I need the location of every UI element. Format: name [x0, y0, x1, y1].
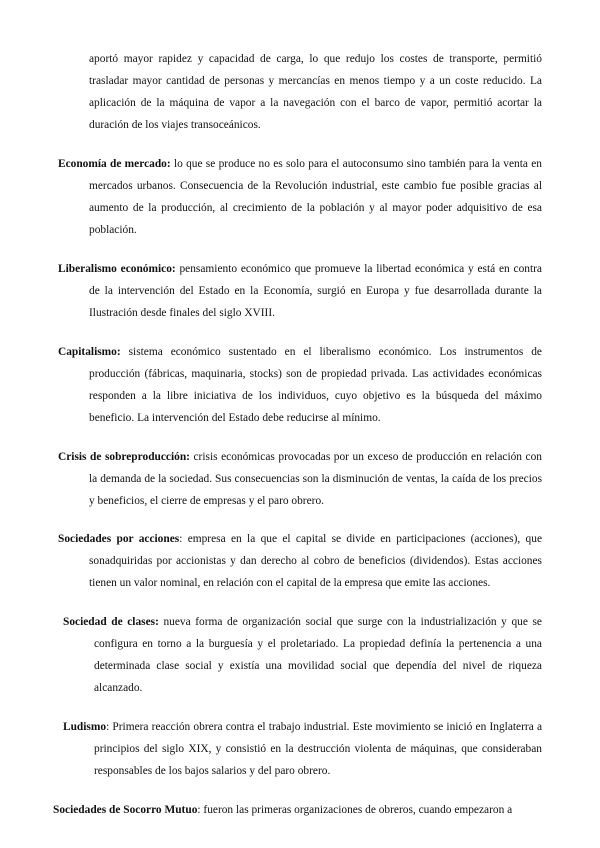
- entry-paragraph: [58, 258, 542, 324]
- entry-paragraph: [63, 611, 542, 699]
- entry-capitalismo: [58, 341, 542, 429]
- entry-continuation: [89, 48, 542, 136]
- entry-paragraph: [58, 446, 542, 512]
- entry-definition: aportó mayor rapidez y capacidad de carga, lo que redujo los costes de transporte, permitió trasladar mayor cantidad de personas y mercancías en menos tiempo y a un coste reducido. La aplicación de la máquina de vapor a la navegación con el barco de vapor, permitió acortar la duración de los viajes transoceánicos.: [89, 53, 542, 131]
- entry-paragraph: [58, 153, 542, 241]
- entry-paragraph: [58, 528, 542, 594]
- entry-term: Liberalismo económico:: [58, 263, 176, 275]
- entry-sociedades-por-acciones: [58, 528, 542, 594]
- entry-term: Sociedad de clases:: [63, 616, 159, 628]
- entry-definition: sistema económico sustentado en el liberalismo económico. Los instrumentos de producción (fábricas, maquinaria, stocks) son de propiedad privada. Las actividades económicas responden a la libre iniciativa de los individuos, cuyo objetivo es la búsqueda del máximo beneficio. La intervención del Estado debe reducirse al mínimo.: [89, 346, 542, 424]
- entry-paragraph: [63, 716, 542, 782]
- entry-term: Crisis de sobreproducción:: [58, 451, 190, 463]
- entry-economia-de-mercado: [58, 153, 542, 241]
- entry-ludismo: [63, 716, 542, 782]
- entry-definition: : empresa en la que el capital se divide en participaciones (acciones), que sonadquiridas por accionistas y dan derecho al cobro de beneficios (dividendos). Estas acciones tienen un valor nominal, en relación con el capital de la empresa que emite las acciones.: [89, 533, 543, 589]
- entry-paragraph: [58, 341, 542, 429]
- entry-term: Economía de mercado:: [58, 158, 171, 170]
- entry-definition: pensamiento económico que promueve la libertad económica y está en contra de la intervención del Estado en la Economía, surgió en Europa y fue desarrollada durante la Ilustración desde finales del siglo XVIII.: [89, 263, 542, 319]
- entry-liberalismo-economico: [58, 258, 542, 324]
- entry-paragraph: [53, 799, 550, 821]
- entry-crisis-de-sobreproduccion: [58, 446, 542, 512]
- entry-definition: crisis económicas provocadas por un exceso de producción en relación con la demanda de la sociedad. Sus consecuencias son la disminución de ventas, la caída de los precios y beneficios, el cierre de empresas y el paro obrero.: [89, 451, 542, 507]
- entry-paragraph: [89, 48, 542, 136]
- entry-sociedad-de-clases: [63, 611, 542, 699]
- entry-definition: : fueron las primeras organizaciones de obreros, cuando empezaron a: [197, 804, 513, 816]
- entry-definition: : Primera reacción obrera contra el trabajo industrial. Este movimiento se inició en Inglaterra a principios del siglo XIX, y consistió en la destrucción violenta de máquinas, que consideraban responsables de los bajos salarios y del paro obrero.: [94, 721, 542, 777]
- entry-term: Sociedades de Socorro Mutuo: [53, 804, 198, 816]
- entry-term: Sociedades por acciones: [58, 533, 180, 545]
- entry-sociedades-de-socorro-mutuo: [53, 799, 550, 821]
- entry-definition: lo que se produce no es solo para el autoconsumo sino también para la venta en mercados urbanos. Consecuencia de la Revolución industrial, este cambio fue posible gracias al aumento de la producción, al crecimiento de la población y al mayor poder adquisitivo de esa población.: [89, 158, 542, 236]
- entry-term: Ludismo: [63, 721, 107, 733]
- entry-term: Capitalismo:: [58, 346, 121, 358]
- entry-definition: nueva forma de organización social que surge con la industrialización y que se configura en torno a la burguesía y el proletariado. La propiedad definía la pertenencia a una determinada clase social y existía una movilidad social que dependía del nivel de riqueza alcanzado.: [94, 616, 542, 694]
